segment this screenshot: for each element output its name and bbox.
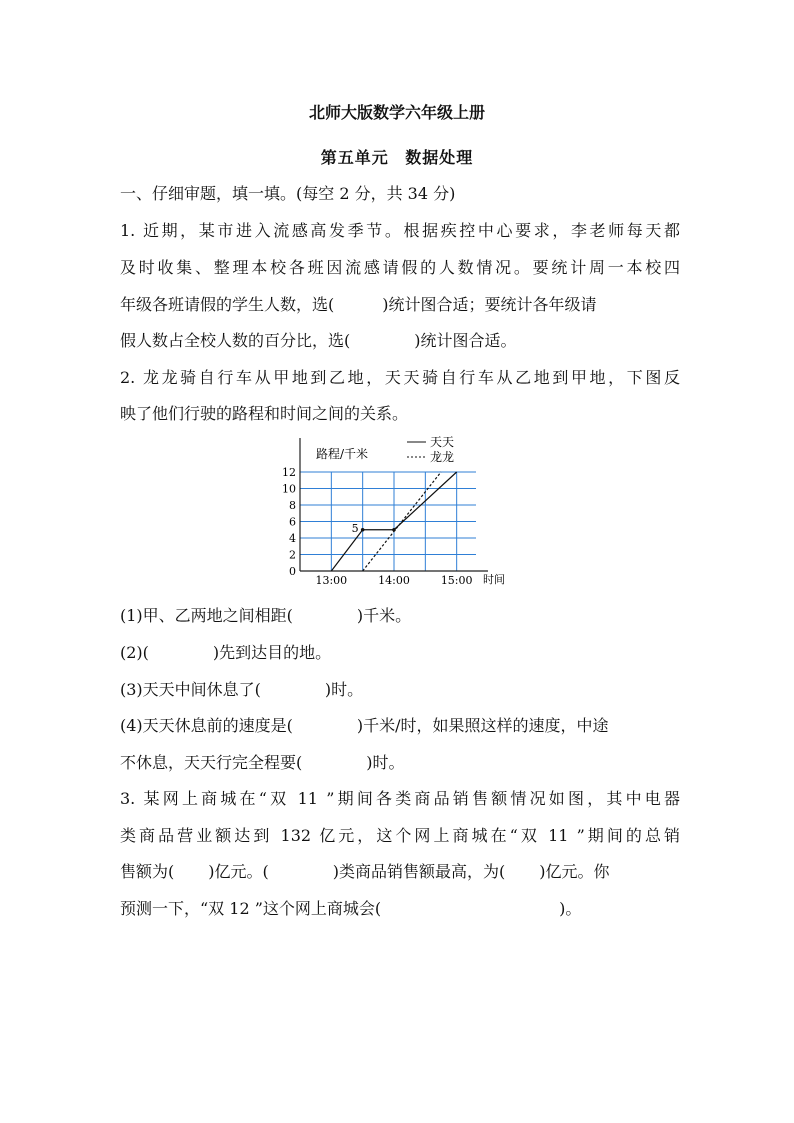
distance-time-chart — [276, 432, 516, 592]
y-tick-label: 10 — [282, 482, 296, 496]
q2-sub-4-cont — [120, 750, 680, 773]
chart-grid — [300, 472, 476, 571]
unit-topic: 数据处理 — [405, 148, 474, 167]
q3-text-4b: )。 — [559, 899, 582, 918]
q1-line-4 — [120, 328, 680, 351]
chart-legend — [407, 435, 454, 464]
q2-text-1b: )千米。 — [356, 606, 412, 625]
q1-line-3 — [120, 292, 680, 315]
q3-line-2: 类商品营业额达到 132 亿元，这个网上商城在“双 11 ”期间的总销 — [120, 826, 680, 845]
x-tick-label: 14:00 — [378, 574, 410, 587]
unit-subtitle — [0, 145, 794, 168]
q2-sub-1 — [120, 603, 680, 626]
q3-text-4a: 预测一下，“双 12 ”这个网上商城会( — [120, 899, 382, 918]
x-tick-label: 15:00 — [440, 574, 473, 587]
q2-text-2b: )先到达目的地。 — [212, 643, 332, 662]
q2-sub-2 — [120, 640, 680, 663]
q3-line-4 — [120, 896, 680, 919]
series-point-tiantian — [361, 528, 365, 532]
q3-line-3 — [120, 859, 680, 882]
q3-text-3d: )亿元。你 — [539, 862, 610, 881]
q1-text-3a: 年级各班请假的学生人数，选( — [120, 295, 335, 314]
q2-text-4c: 不休息，天天行完全程要( — [120, 753, 303, 772]
y-tick-label: 8 — [289, 499, 296, 512]
q2-text-1a: (1)甲、乙两地之间相距( — [120, 606, 293, 625]
chart-y-label: 路程/千米 — [316, 447, 369, 461]
q2-line-2: 映了他们行驶的路程和时间之间的关系。 — [120, 404, 409, 423]
q3-line-1: 3. 某网上商城在“双 11 ”期间各类商品销售额情况如图，其中电器 — [120, 789, 680, 808]
x-tick-label: 13:00 — [315, 574, 348, 587]
q2-text-3a: (3)天天中间休息了( — [120, 680, 261, 699]
q2-text-4a: (4)天天休息前的速度是( — [120, 716, 293, 735]
q3-text-3a: 售额为( — [120, 862, 175, 881]
q1-text-4a: 假人数占全校人数的百分比，选( — [120, 331, 351, 350]
q2-sub-3 — [120, 677, 680, 700]
section-heading: 一、仔细审题，填一填。(每空 2 分，共 34 分) — [120, 184, 456, 203]
point-annotation: 5 — [351, 521, 359, 535]
y-tick-label: 0 — [289, 565, 296, 578]
q3-text-3b: )亿元。( — [208, 862, 269, 881]
q2-sub-4 — [120, 713, 680, 736]
chart-x-label: 时间 — [483, 573, 505, 586]
legend-label-longlong: 龙龙 — [430, 450, 455, 464]
q1-text-4b: )统计图合适。 — [414, 331, 517, 350]
y-tick-label: 2 — [289, 548, 296, 562]
legend-label-tiantian: 天天 — [430, 435, 455, 449]
q2-text-4d: )时。 — [366, 753, 405, 772]
q1-line-1: 1. 近期，某市进入流感高发季节。根据疾控中心要求，李老师每天都 — [120, 221, 680, 240]
q2-line-1: 2. 龙龙骑自行车从甲地到乙地，天天骑自行车从乙地到甲地，下图反 — [120, 368, 680, 387]
series-point-tiantian — [392, 528, 396, 532]
y-tick-label: 6 — [289, 515, 296, 529]
q2-text-3b: )时。 — [324, 680, 364, 699]
q2-text-4b: )千米/时，如果照这样的速度，中途 — [356, 716, 609, 735]
y-tick-label: 12 — [282, 466, 296, 479]
q3-text-3c: )类商品销售额最高，为( — [332, 862, 506, 881]
q2-text-2a: (2)( — [120, 643, 149, 662]
unit-number: 第五单元 — [320, 148, 389, 167]
page-title: 北师大版数学六年级上册 — [308, 103, 485, 122]
q1-text-3b: )统计图合适；要统计各年级请 — [382, 295, 597, 314]
q1-line-2: 及时收集、整理本校各班因流感请假的人数情况。要统计周一本校四 — [120, 258, 680, 277]
y-tick-label: 4 — [289, 532, 296, 545]
